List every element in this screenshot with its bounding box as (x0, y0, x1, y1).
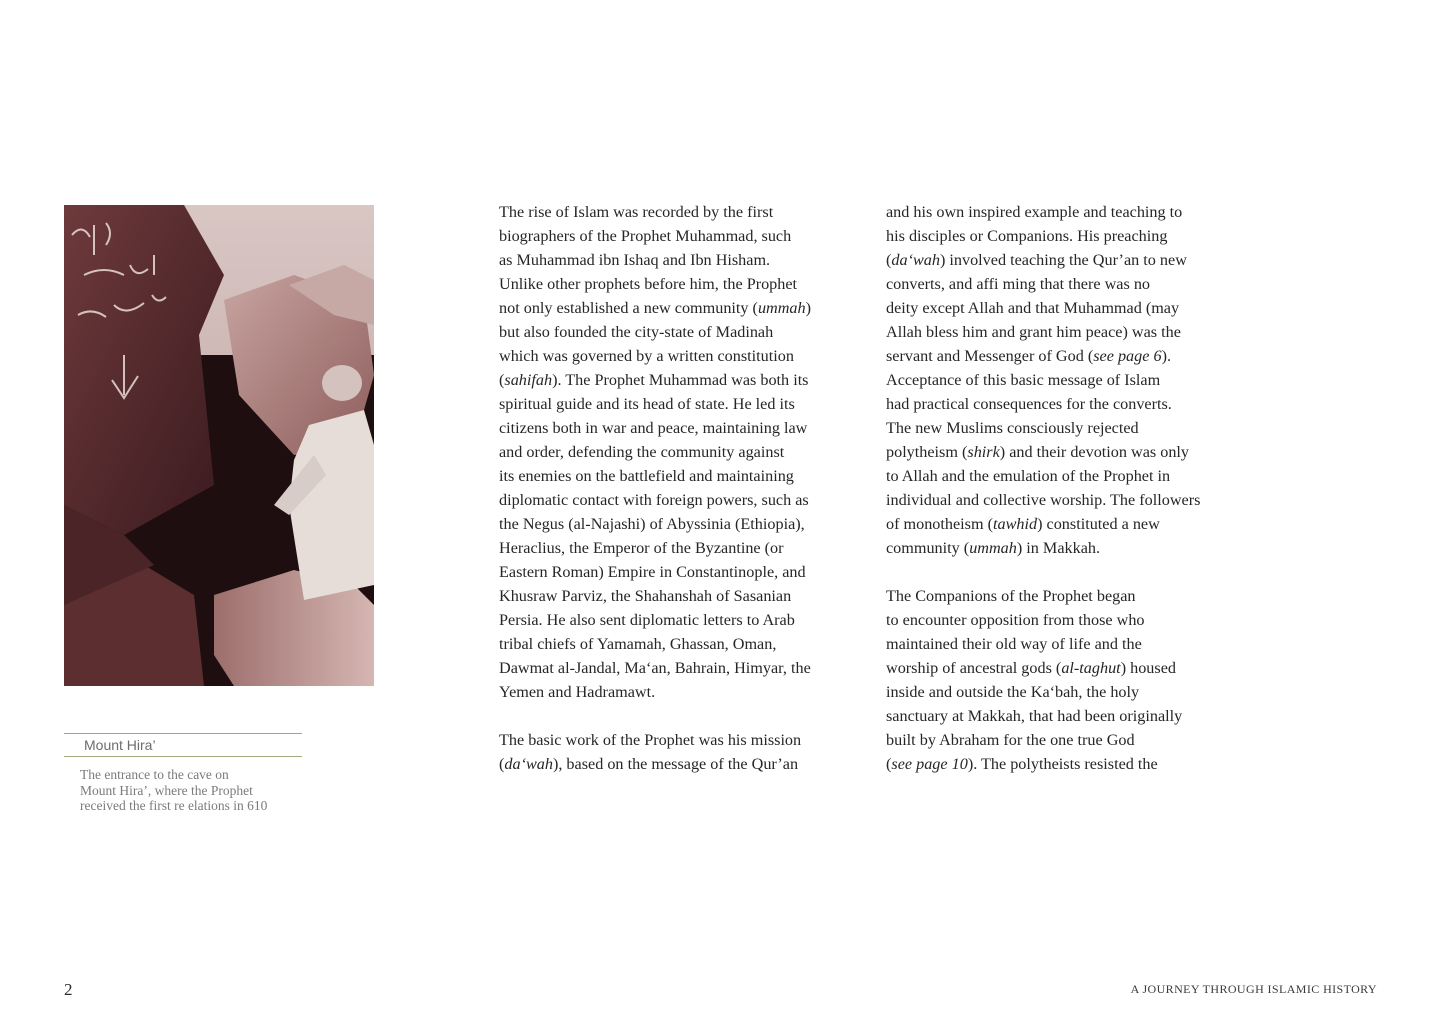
text-line: built by Abraham for the one true God (886, 731, 1135, 749)
text-line: The rise of Islam was recorded by the first (499, 203, 774, 221)
text-line: community (ummah) in Makkah. (886, 539, 1101, 557)
text-line: and order, defending the community against (499, 443, 785, 461)
text-line: Yemen and Hadramawt. (499, 683, 656, 701)
text-line: Persia. He also sent diplomatic letters to Arab (499, 611, 795, 629)
text-line: The basic work of the Prophet was his mission (499, 731, 802, 749)
text-line: and his own inspired example and teaching to (886, 203, 1183, 221)
text-line: biographers of the Prophet Muhammad, such (499, 227, 792, 245)
text-line: his disciples or Companions. His preaching (886, 227, 1168, 245)
text-line: sanctuary at Makkah, that had been originally (886, 707, 1183, 725)
text-line: Khusraw Parviz, the Shahanshah of Sasanian (499, 587, 792, 605)
text-line: citizens both in war and peace, maintaining law (499, 419, 808, 437)
text-line: diplomatic contact with foreign powers, such as (499, 491, 809, 509)
italic-term: ummah (757, 299, 806, 317)
text-line: the Negus (al-Najashi) of Abyssinia (Ethiopia), (499, 515, 805, 533)
text-line: maintained their old way of life and the (886, 635, 1142, 653)
text-line: had practical consequences for the converts. (886, 395, 1172, 413)
text-line: The Companions of the Prophet began (886, 587, 1136, 605)
caption-title: Mount Hira’ (84, 737, 156, 753)
paragraph-gap (886, 560, 1231, 584)
italic-term: see page 6 (1093, 347, 1162, 365)
text-line: Unlike other prophets before him, the Prophet (499, 275, 798, 293)
column-1-paragraph-1 (499, 200, 844, 704)
text-line: The new Muslims consciously rejected (886, 419, 1139, 437)
caption-description (64, 767, 310, 814)
text-line: Eastern Roman) Empire in Constantinople, and (499, 563, 806, 581)
text-line: (sahifah). The Prophet Muhammad was both its (499, 371, 809, 389)
text-line: spiritual guide and its head of state. He led its (499, 395, 795, 413)
text-line: which was governed by a written constitution (499, 347, 794, 365)
cave-photo (64, 205, 374, 686)
caption-line: received the first re elations in 610 (80, 798, 268, 813)
text-line: (da‘wah) involved teaching the Qur’an to new (886, 251, 1187, 269)
italic-term: da‘wah (504, 755, 553, 773)
page-number: 2 (64, 980, 73, 999)
italic-term: da‘wah (891, 251, 940, 269)
body-column-1 (499, 200, 844, 776)
text-line: tribal chiefs of Yamamah, Ghassan, Oman, (499, 635, 777, 653)
text-line: inside and outside the Ka‘bah, the holy (886, 683, 1140, 701)
text-line: of monotheism (tawhid) constituted a new (886, 515, 1160, 533)
text-line: but also founded the city-state of Madinah (499, 323, 774, 341)
text-line: Allah bless him and grant him peace) was the (886, 323, 1181, 341)
text-line: worship of ancestral gods (al-taghut) housed (886, 659, 1176, 677)
italic-term: shirk (967, 443, 1000, 461)
italic-term: sahifah (504, 371, 553, 389)
column-2-paragraph-1 (886, 200, 1231, 560)
body-column-2 (886, 200, 1231, 776)
caption-line: The entrance to the cave on (80, 767, 229, 782)
text-line: its enemies on the battlefield and maintaining (499, 467, 794, 485)
paragraph-gap (499, 704, 844, 728)
italic-term: see page 10 (891, 755, 968, 773)
photo-illustration (64, 205, 374, 686)
caption-line: Mount Hira’, where the Prophet (80, 782, 253, 798)
italic-term: al-taghut (1061, 659, 1121, 677)
text-line: (see page 10). The polytheists resisted the (886, 755, 1158, 773)
text-line: Dawmat al-Jandal, Ma‘an, Bahrain, Himyar, the (499, 659, 811, 677)
column-1-paragraph-2 (499, 728, 844, 776)
italic-term: tawhid (993, 515, 1038, 533)
text-line: Acceptance of this basic message of Islam (886, 371, 1161, 389)
text-line: servant and Messenger of God (see page 6). (886, 347, 1171, 365)
text-line: to Allah and the emulation of the Prophet in (886, 467, 1171, 485)
text-line: not only established a new community (ummah) (499, 299, 812, 317)
text-line: polytheism (shirk) and their devotion was only (886, 443, 1190, 461)
column-2-paragraph-2 (886, 584, 1231, 776)
photo-caption (64, 733, 302, 814)
italic-term: ummah (969, 539, 1017, 557)
running-head: A JOURNEY THROUGH ISLAMIC HISTORY (1130, 982, 1377, 996)
text-line: individual and collective worship. The followers (886, 491, 1201, 509)
text-line: to encounter opposition from those who (886, 611, 1145, 629)
text-line: as Muhammad ibn Ishaq and Ibn Hisham. (499, 251, 771, 269)
text-line: converts, and affi ming that there was no (886, 275, 1151, 293)
text-line: Heraclius, the Emperor of the Byzantine (or (499, 539, 784, 557)
caption-bottom-rule (64, 756, 302, 757)
text-line: deity except Allah and that Muhammad (may (886, 299, 1180, 317)
text-line: (da‘wah), based on the message of the Qur’an (499, 755, 799, 773)
